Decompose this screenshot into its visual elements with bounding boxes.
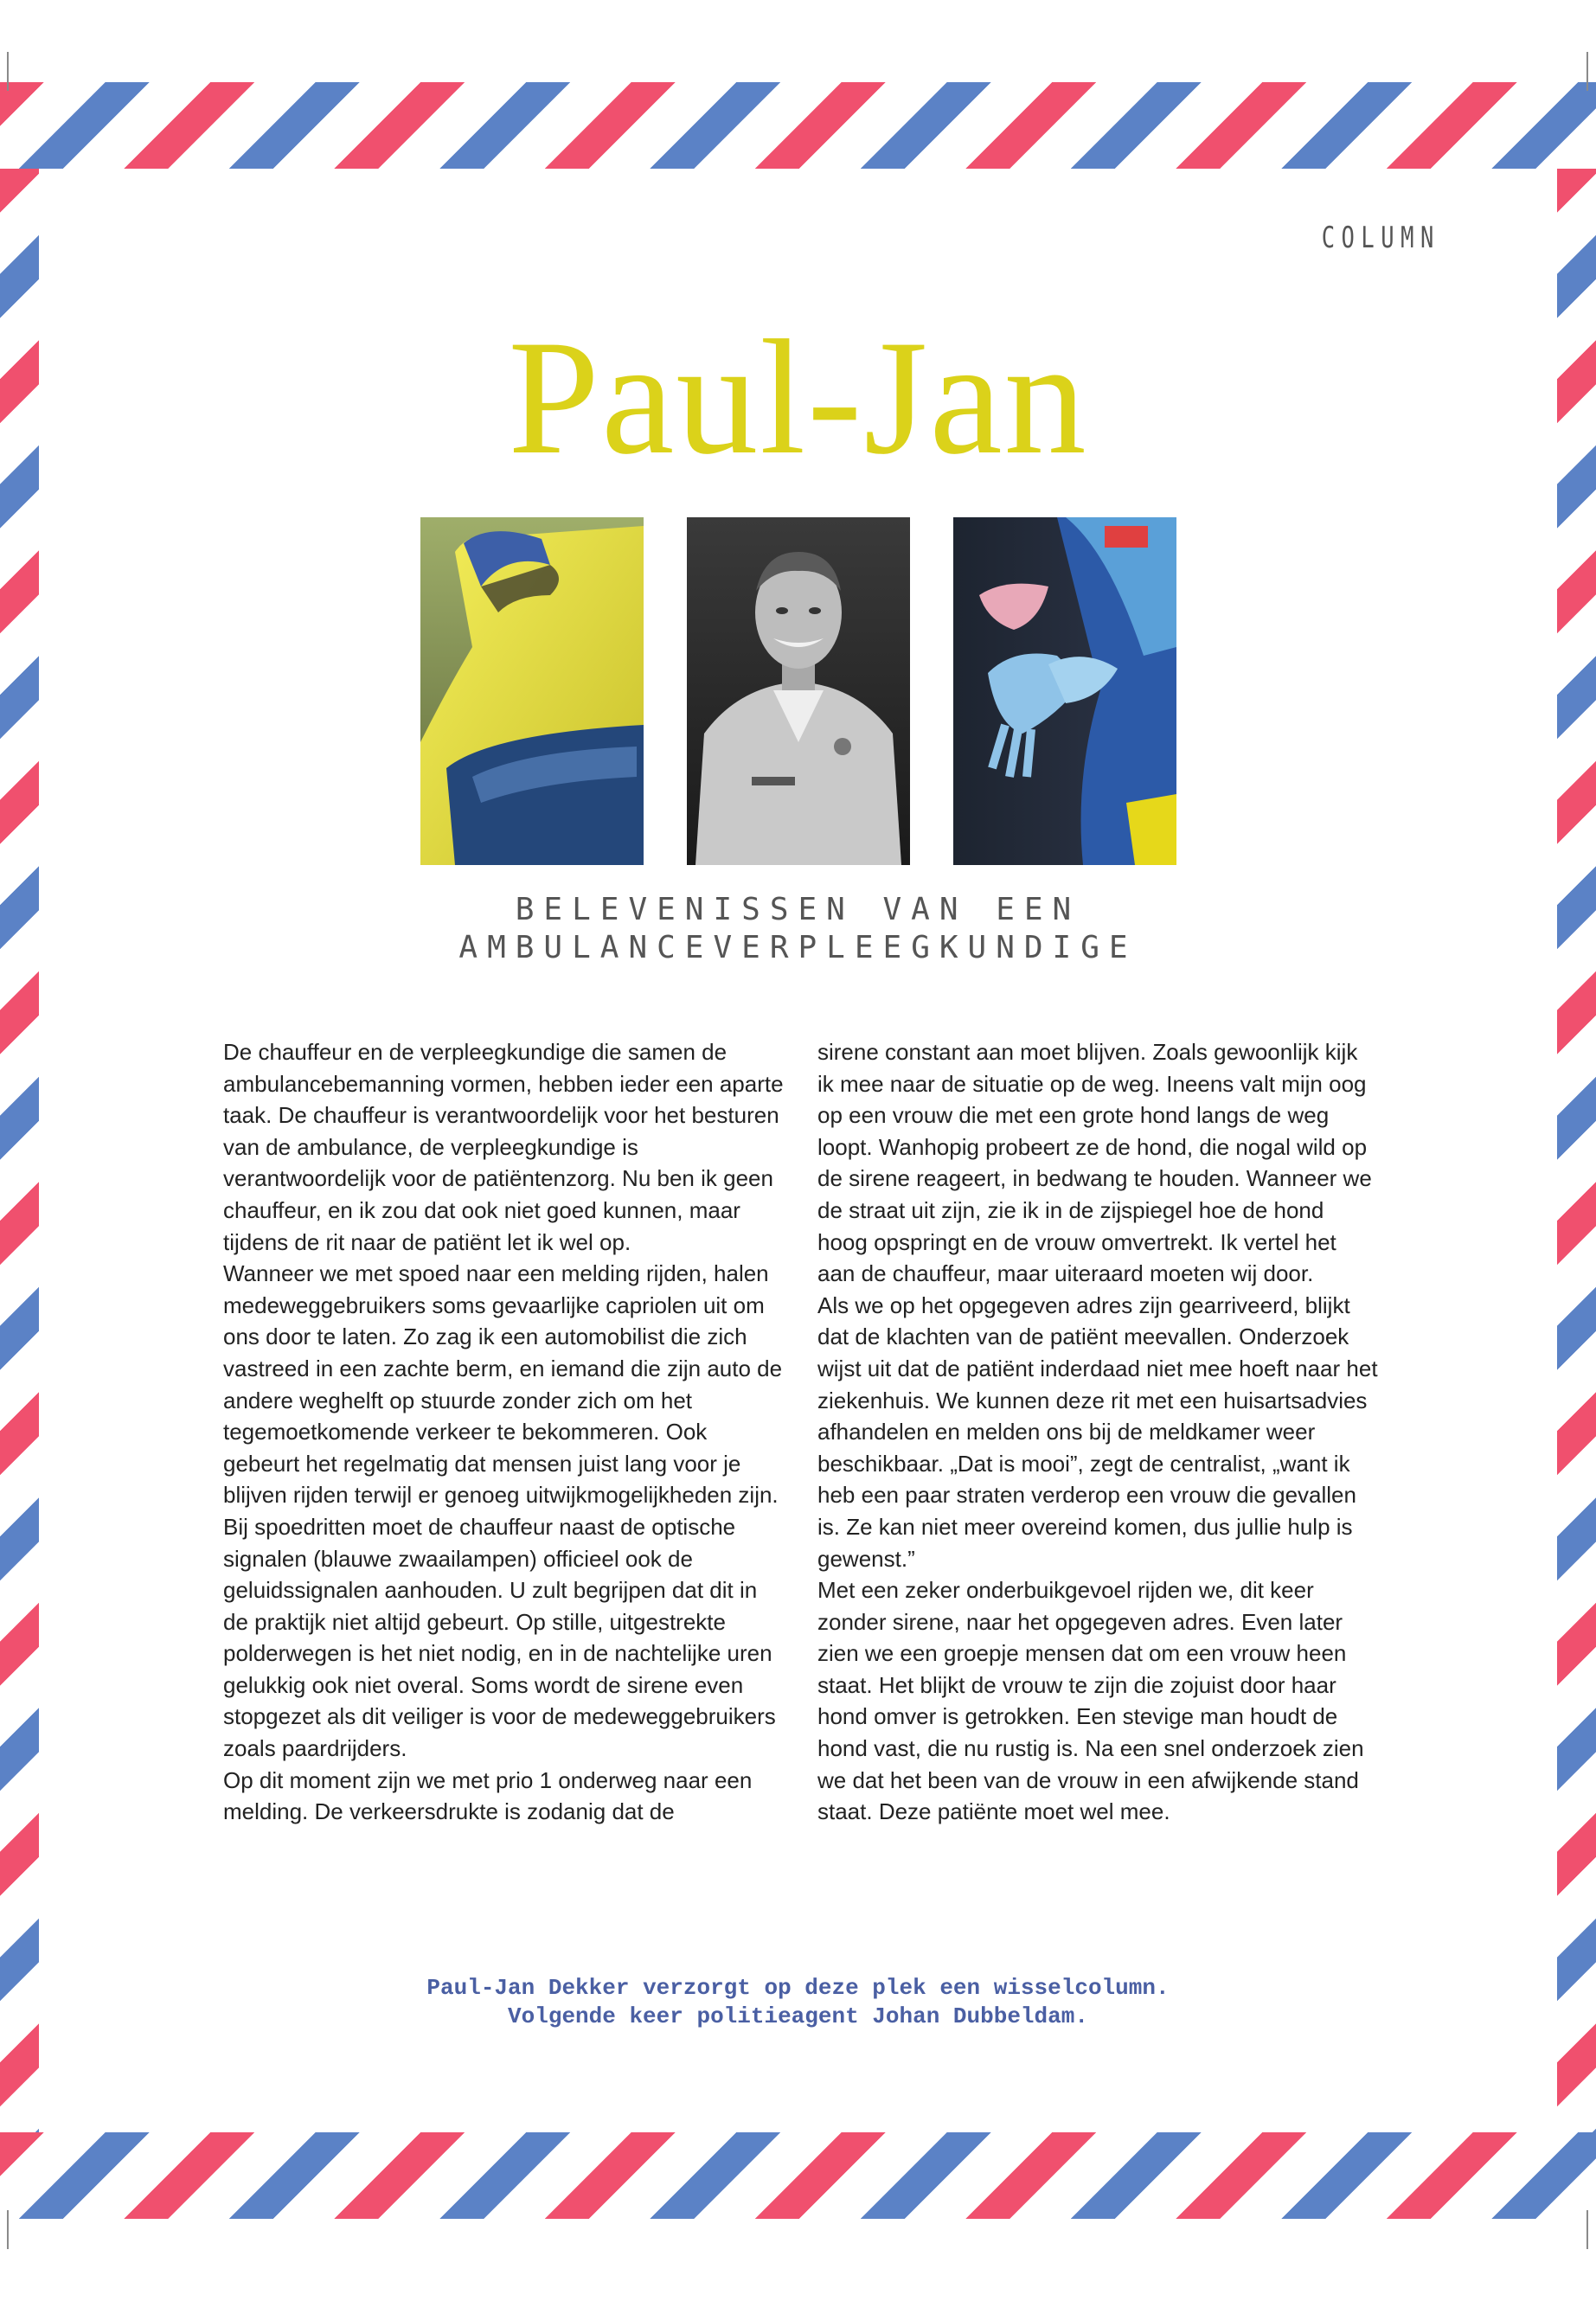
airmail-border-top: [0, 82, 1596, 169]
crop-mark-top-right: [1586, 52, 1588, 91]
paragraph: Als we op het opgegeven adres zijn gearriveerd, blijkt dat de klachten van de patiënt meevallen. Onderzoek wijst uit dat de patiënt inderdaad niet mee hoeft naar het ziekenhuis. We kunnen deze rit met een huisartsadvies afhandelen en melden ons bij de meldkamer weer beschikbaar. „Dat is mooi”, zegt de centralist, „want ik heb een paar straten verderop een vrouw die gevallen is. Ze kan niet meer overeind komen, dus jullie hulp is gewenst.”: [817, 1292, 1378, 1572]
paragraph: De chauffeur en de verpleegkundige die samen de ambulancebemanning vormen, hebben ieder een aparte taak. De chauffeur is verantwoordelijk voor het besturen van de ambulance, de verpleegkundige is verantwoordelijk voor de patiëntenzorg. Nu ben ik geen chauffeur, en ik zou dat ook niet goed kunnen, maar tijdens de rit naar de patiënt let ik wel op.: [223, 1039, 784, 1255]
subtitle-line-2: AMBULANCEVERPLEEGKUNDIGE: [458, 930, 1138, 965]
crop-mark-top-left: [7, 52, 9, 91]
paragraph: Met een zeker onderbuikgevoel rijden we, dit keer zonder sirene, naar het opgegeven adres. Even later zien we een groepje mensen dat om een vrouw heen staat. Het blijkt de vrouw te zijn die zojuist door haar hond omver is getrokken. Een stevige man houdt de hond vast, die nu rustig is. Na een snel onderzoek zien we dat het been van de vrouw in een afwijkende stand staat. Deze patiënte moet wel mee.: [817, 1577, 1364, 1825]
crop-mark-bottom-left: [7, 2210, 9, 2249]
article-column-right: [817, 1036, 1380, 1828]
subtitle: [0, 891, 1596, 967]
article-column-left: [223, 1036, 785, 1828]
ambulance-detail-photo: [420, 517, 644, 865]
page-title: Paul-Jan: [508, 307, 1088, 489]
paragraph: sirene constant aan moet blijven. Zoals gewoonlijk kijk ik mee naar de situatie op de weg. Ineens valt mijn oog op een vrouw die met een grote hond langs de weg loopt. Wanhopig probeert ze de hond, die nogal wild op de sirene reageert, in bedwang te houden. Wanneer we de straat uit zijn, zie ik in de zijspiegel hoe de hond hoog opspringt en de vrouw omvertrekt. Ik vertel het aan de chauffeur, maar uiteraard moeten wij door.: [817, 1039, 1372, 1287]
crop-mark-bottom-right: [1586, 2210, 1588, 2249]
paragraph: Wanneer we met spoed naar een melding rijden, halen medeweggebruikers soms gevaarlijke capriolen uit om ons door te laten. Zo zag ik een automobilist die zich vastreed in een zachte berm, en iemand die zijn auto de andere weghelft op stuurde zonder zich om het tegemoetkomende verkeer te bekommeren. Ook gebeurt het regelmatig dat mensen juist lang voor je blijven rijden terwijl er genoeg uitwijkmogelijkheden zijn.: [223, 1260, 783, 1509]
column-footer-note: [0, 1974, 1596, 2031]
gloves-photo: [953, 517, 1176, 865]
footer-line-1: Paul-Jan Dekker verzorgt op deze plek een wisselcolumn.: [426, 1975, 1170, 2001]
footer-line-2: Volgende keer politieagent Johan Dubbeldam.: [508, 2003, 1088, 2029]
paragraph: Bij spoedritten moet de chauffeur naast de optische signalen (blauwe zwaailampen) officieel ook de geluidssignalen aanhouden. U zult begrijpen dat dit in de praktijk niet altijd gebeurt. Op stille, uitgestrekte polderwegen is het niet nodig, en in de nachtelijke uren gelukkig ook niet overal. Soms wordt de sirene even stopgezet als dit veiliger is voor de medeweggebruikers zoals paardrijders.: [223, 1513, 776, 1762]
airmail-border-bottom: [0, 2132, 1596, 2219]
paragraph: Op dit moment zijn we met prio 1 onderweg naar een melding. De verkeersdrukte is zodanig dat de: [223, 1766, 753, 1825]
paul-jan-portrait-photo: [687, 517, 910, 865]
section-label: COLUMN: [1321, 221, 1440, 255]
subtitle-line-1: BELEVENISSEN VAN EEN: [515, 892, 1081, 927]
